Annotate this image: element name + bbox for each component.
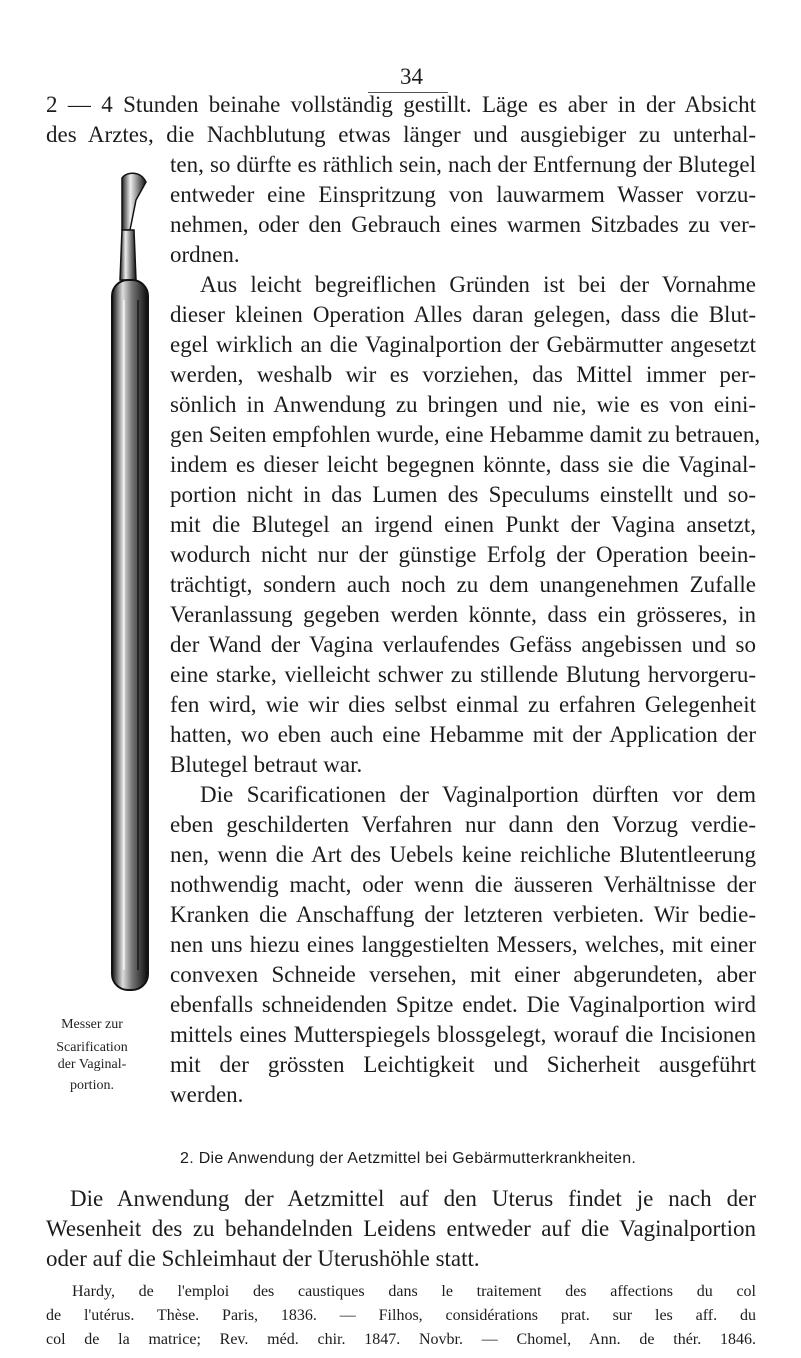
text-line: nen uns hiezu eines langgestielten Messers, welches, mit einer <box>170 932 756 957</box>
text-line: oder auf die Schleimhaut der Uterushöhle statt. <box>46 1246 480 1271</box>
text-line: portion nicht in das Lumen des Speculums einstellt und so- <box>170 482 756 507</box>
section-heading: 2. Die Anwendung der Aetzmittel bei Gebärmutterkrankheiten. <box>180 1150 637 1167</box>
text-line: fen wird, wie wir dies selbst einmal zu erfahren Gelegenheit <box>170 692 756 717</box>
text-line: Wesenheit des zu behandelnden Leidens entweder auf die Vaginalportion <box>46 1216 756 1241</box>
text-line: mit der grössten Leichtigkeit und Sicherheit ausgeführt <box>170 1052 756 1077</box>
text-line: gen Seiten empfohlen wurde, eine Hebamme damit zu betrauen, <box>170 422 761 447</box>
text-line: eine starke, vielleicht schwer zu stillende Blutung hervorgeru- <box>170 662 756 687</box>
text-line: ordnen. <box>170 242 240 267</box>
text-line: 2 — 4 Stunden beinahe vollständig gestillt. Läge es aber in der Absicht <box>46 92 756 117</box>
figure-caption <box>42 1016 142 1094</box>
text-line: mit die Blutegel an irgend einen Punkt der Vagina ansetzt, <box>170 512 756 537</box>
text-line: werden. <box>170 1082 244 1107</box>
scarification-knife-illustration <box>100 170 160 1000</box>
caption-line: Scarification <box>56 1040 128 1055</box>
reference-line: Hardy, de l'emploi des caustiques dans le traitement des affections du col <box>72 1283 756 1300</box>
text-line: dieser kleinen Operation Alles daran gelegen, dass die Blut- <box>170 302 756 327</box>
text-line: Aus leicht begreiflichen Gründen ist bei der Vornahme <box>200 272 756 297</box>
text-line: nothwendig macht, oder wenn die äusseren Verhältnisse der <box>170 872 756 897</box>
text-line: hatten, wo eben auch eine Hebamme mit der Application der <box>170 722 756 747</box>
caption-line: der Vaginal- <box>57 1057 127 1072</box>
page-number: 34 <box>400 64 423 89</box>
reference-line: col de la matrice; Rev. méd. chir. 1847. Novbr. — Chomel, Ann. de thér. 1846. <box>46 1331 756 1348</box>
text-line: Kranken die Anschaffung der letzteren verbieten. Wir bedie- <box>170 902 756 927</box>
text-line: entweder eine Einspritzung von lauwarmem Wasser vorzu- <box>170 182 756 207</box>
reference-line: de l'utérus. Thèse. Paris, 1836. — Filhos, considérations prat. sur les aff. du <box>46 1307 756 1324</box>
text-line: wodurch nicht nur der günstige Erfolg der Operation beein- <box>170 542 756 567</box>
text-line: des Arztes, die Nachblutung etwas länger und ausgiebiger zu unterhal- <box>46 122 756 147</box>
text-line: werden, weshalb wir es vorziehen, das Mittel immer per- <box>170 362 756 387</box>
text-line: nehmen, oder den Gebrauch eines warmen Sitzbades zu ver- <box>170 212 756 237</box>
text-line: Veranlassung gegeben werden könnte, dass ein grösseres, in <box>170 602 756 627</box>
text-line: ebenfalls schneidenden Spitze endet. Die Vaginalportion wird <box>170 992 756 1017</box>
text-line: Die Scarificationen der Vaginalportion dürften vor dem <box>200 782 756 807</box>
text-line: indem es dieser leicht begegnen könnte, dass sie die Vaginal- <box>170 452 756 477</box>
text-line: trächtigt, sondern auch noch zu dem unangenehmen Zufalle <box>170 572 756 597</box>
text-line: ten, so dürfte es räthlich sein, nach der Entfernung der Blutegel <box>170 152 756 177</box>
caption-line: portion. <box>70 1078 114 1093</box>
text-line: sönlich in Anwendung zu bringen und nie, wie es von eini- <box>170 392 756 417</box>
text-line: mittels eines Mutterspiegels blossgelegt, worauf die Incisionen <box>170 1022 756 1047</box>
text-line: Die Anwendung der Aetzmittel auf den Uterus findet je nach der <box>70 1186 756 1211</box>
text-line: egel wirklich an die Vaginalportion der Gebärmutter angesetzt <box>170 332 756 357</box>
caption-line: Messer zur <box>61 1017 123 1032</box>
text-line: der Wand der Vagina verlaufendes Gefäss angebissen und so <box>170 632 756 657</box>
text-line: Blutegel betraut war. <box>170 752 363 777</box>
text-line: nen, wenn die Art des Uebels keine reichliche Blutentleerung <box>170 842 756 867</box>
text-line: eben geschilderten Verfahren nur dann den Vorzug verdie- <box>170 812 756 837</box>
text-line: convexen Schneide versehen, mit einer abgerundeten, aber <box>170 962 756 987</box>
